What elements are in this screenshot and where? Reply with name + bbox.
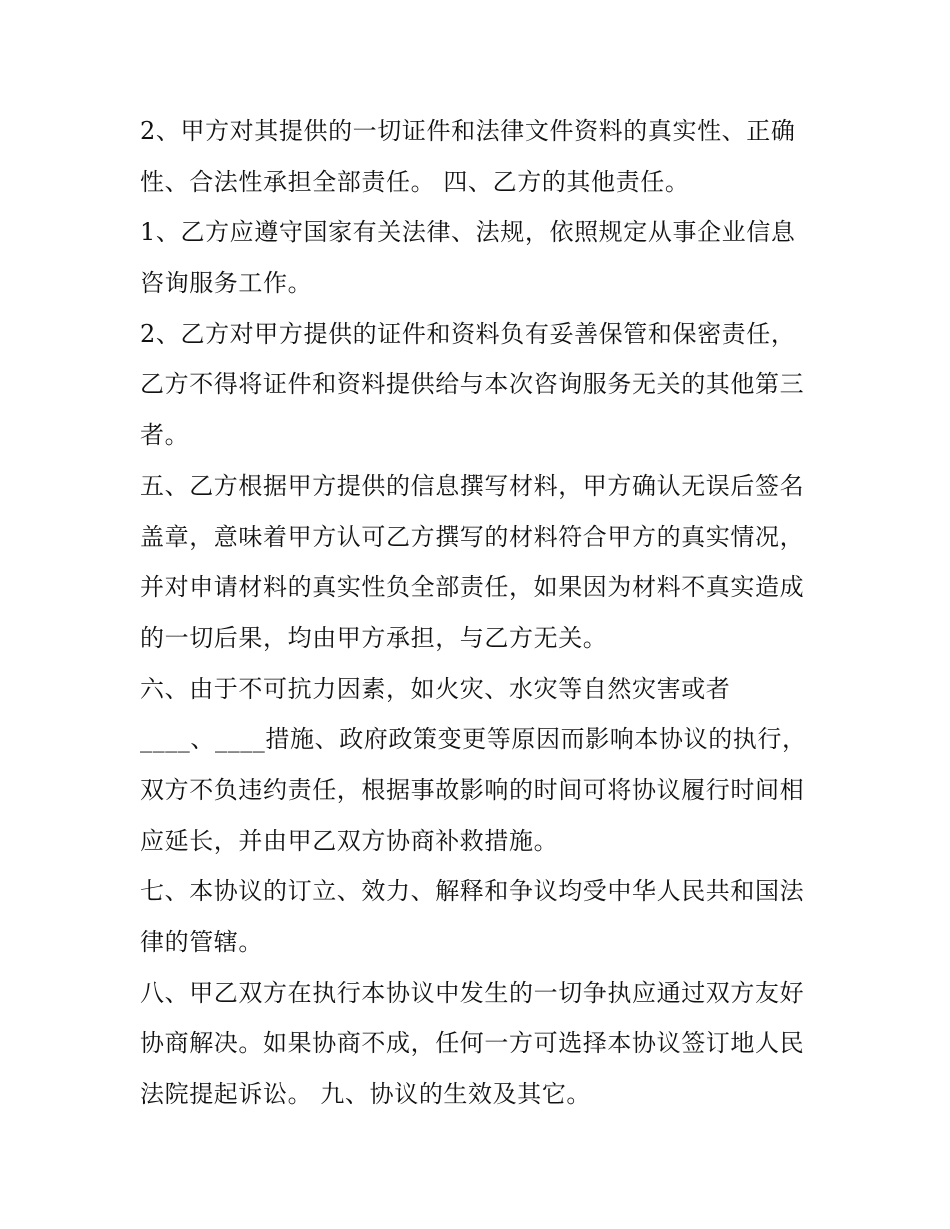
text-line: 咨询服务工作。 — [140, 269, 313, 298]
text-line: 法院提起诉讼。 九、协议的生效及其它。 — [140, 1080, 592, 1109]
text-line: 乙方不得将证件和资料提供给与本次咨询服务无关的其他第三 — [140, 370, 805, 399]
text-line: 八、甲乙双方在执行本协议中发生的一切争执应通过双方友好 — [140, 978, 805, 1007]
text-line: 律的管辖。 — [140, 928, 263, 956]
document-body — [140, 106, 820, 1120]
text-line: 盖章，意味着甲方认可乙方撰写的材料符合甲方的真实情况， — [140, 522, 805, 551]
text-line: 五、乙方根据甲方提供的信息撰写材料，甲方确认无误后签名 — [140, 471, 805, 500]
text-line: 者。 — [140, 421, 190, 450]
text-line: 性、合法性承担全部责任。 四、乙方的其他责任。 — [140, 167, 690, 196]
text-line: 的一切后果，均由甲方承担，与乙方无关。 — [140, 623, 608, 652]
text-line: 并对申请材料的真实性负全部责任，如果因为材料不真实造成 — [140, 573, 805, 602]
text-line: 应延长，并由甲乙双方协商补救措施。 — [140, 826, 559, 855]
text-line: 协商解决。如果协商不成，任何一方可选择本协议签订地人民 — [140, 1029, 805, 1058]
text-line: 六、由于不可抗力因素，如火灾、水灾等自然灾害或者 — [140, 674, 731, 703]
text-line: 七、本协议的订立、效力、解释和争议均受中华人民共和国法 — [140, 877, 805, 906]
text-line: 双方不负违约责任，根据事故影响的时间可将协议履行时间相 — [140, 775, 805, 804]
text-line: 2、乙方对甲方提供的证件和资料负有妥善保管和保密责任， — [140, 319, 796, 348]
text-line: ____、____措施、政府政策变更等原因而影响本协议的执行， — [140, 725, 807, 754]
text-line: 1、乙方应遵守国家有关法律、法规，依照规定从事企业信息 — [140, 218, 796, 247]
text-line: 2、甲方对其提供的一切证件和法律文件资料的真实性、正确 — [140, 117, 796, 145]
